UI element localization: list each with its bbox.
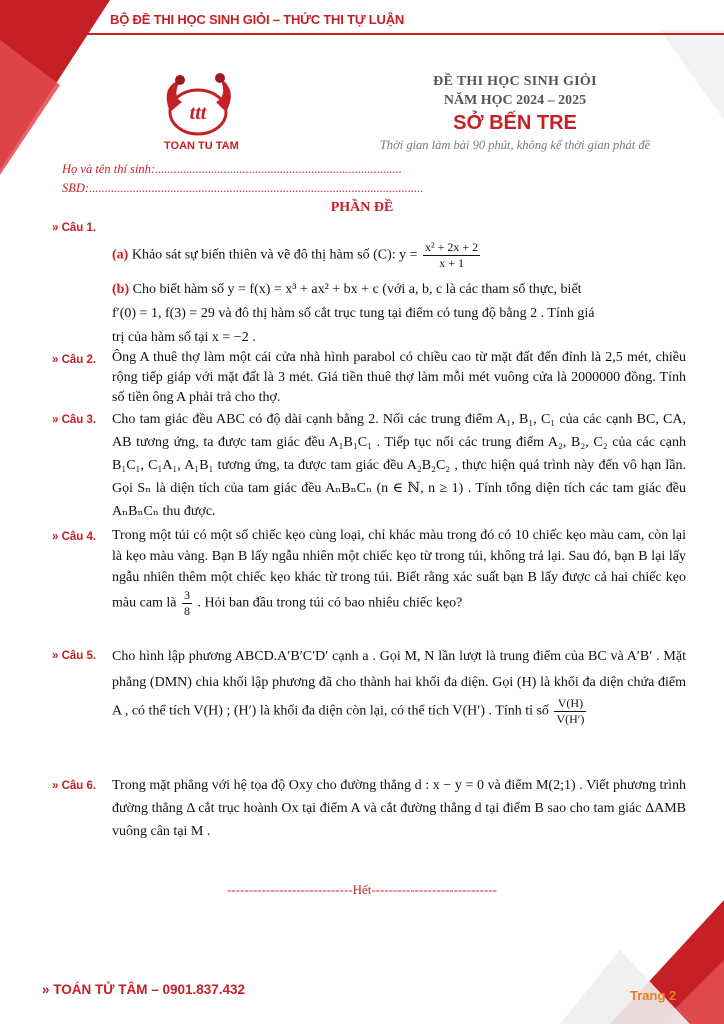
question-3-text: Cho tam giác đều ABC có độ dài cạnh bằng 2. Nối các trung điểm A₁, B₁, C₁ của các cạnh BC, CA, AB tương ứng, ta được tam giác đều A₁B₁C₁ . Tiếp tục nối các trung điểm A₂, B₂, C₂ của các cạnh B₁C₁, C₁A₁, A₁B₁ tương ứng, ta được tam giác đều A₂B₂C₂ , thực hiện quá trình này đến vô hạn lần. Gọi Sₙ là diện tích của tam giác đều AₙBₙCₙ (n ∈ ℕ, n ≥ 1) . Tính tổng diện tích các tam giác đều AₙBₙCₙ thu được. xyxy=(112,412,686,519)
q1-b-text1: Cho biết hàm số y = f(x) = x³ + ax² + bx + c (với a, b, c là các tham số thực, biết xyxy=(132,282,582,297)
q1-a-numerator: x² + 2x + 2 xyxy=(425,240,479,254)
page-number: Trang 2 xyxy=(630,988,677,1003)
exam-heading xyxy=(330,74,700,153)
candidate-name-line: Họ và tên thí sinh:............................................................................... xyxy=(62,162,402,176)
svg-text:ttt: ttt xyxy=(189,102,207,124)
question-1-label: » Câu 1. xyxy=(52,222,97,234)
question-6-text: Trong mặt phẳng với hệ tọa độ Oxy cho đường thẳng d : x − y = 0 và điểm M(2;1) . Viết phương trình đường thẳng Δ cắt trục hoành Ox tại điểm A và cắt đường thẳng d tại điểm B sao cho tam giác ΔAMB vuông cân tại M . xyxy=(112,778,686,839)
logo-text: TOAN TU TAM xyxy=(164,140,239,152)
q5-denominator: V(H′) xyxy=(556,712,585,726)
question-5-label: » Câu 5. xyxy=(52,650,97,662)
logo-mark-icon xyxy=(150,72,250,142)
question-5-text xyxy=(112,644,686,727)
logo xyxy=(150,72,250,154)
q4-numerator: 3 xyxy=(184,588,191,602)
header-divider xyxy=(0,33,724,35)
question-4-text xyxy=(112,525,686,619)
q4-fraction xyxy=(182,588,192,619)
exam-department: SỞ BẾN TRE xyxy=(453,112,577,134)
q4-text1: Trong một túi có một số chiếc kẹo cùng loại, chỉ khác màu trong đó có 10 chiếc kẹo màu cam, còn lại là kẹo màu vàng. Bạn B lấy ngẫu nhiên một chiếc kẹo từ trong túi, không trả lại. Sau đó, bạn B lại lấy ngẫu nhiên thêm một chiếc kẹo khác từ trong túi. Biết rằng xác xyxy=(112,528,686,585)
q5-text2a: V(H′) . Tính tỉ số xyxy=(452,703,549,719)
question-1-part-a xyxy=(112,240,686,271)
q4-text2a: suất bạn B lấy được cả hai chiếc kẹo màu cam là xyxy=(112,570,686,611)
footer-brand: » TOÁN TỬ TÂM – 0901.837.432 xyxy=(42,982,246,997)
q1-a-fraction xyxy=(423,240,480,271)
q1-b-text2: f′(0) = 1, f(3) = 29 và đô thị hàm số cắt trục tung tại điểm có tung độ bằng 2 . Tính giá xyxy=(112,306,595,321)
question-1-part-b xyxy=(112,278,686,350)
header-title: BỘ ĐỀ THI HỌC SINH GIỎI – THỨC THI TỰ LUẬN xyxy=(110,12,405,27)
q4-denominator: 8 xyxy=(184,604,191,618)
q1-a-denominator: x + 1 xyxy=(439,256,464,270)
q1-b-tag: (b) xyxy=(112,282,130,297)
q1-b-text3: trị của hàm số tại x = −2 . xyxy=(112,330,256,345)
exam-title-line1: ĐỀ THI HỌC SINH GIỎI xyxy=(433,74,597,89)
candidate-sbd-line: SBD:........................................................................................................... xyxy=(62,181,424,195)
question-3-label: » Câu 3. xyxy=(52,414,97,426)
q5-numerator: V(H) xyxy=(554,696,586,712)
question-2-text: Ông A thuê thợ làm một cái cửa nhà hình parabol có chiều cao từ mặt đất đến đỉnh là 2,5 mét, chiều rộng tiếp giáp với mặt đất là 3 mét. Giá tiền thuê thợ làm mỗi mét vuông cửa là 2000000 đồng. Tính số tiền ông A phải trả cho thợ. xyxy=(112,350,686,405)
q4-text2b: . Hỏi ban đầu trong túi có bao nhiêu xyxy=(197,595,400,611)
q4-text3: chiếc kẹo? xyxy=(402,595,463,611)
q1-a-text: Khảo sát sự biến thiên và vẽ đô thị hàm số (C): y = xyxy=(131,247,418,263)
exam-time-note: Thời gian làm bài 90 phút, không kể thời gian phát đề xyxy=(379,138,651,152)
q1-a-tag: (a) xyxy=(112,247,129,263)
end-marker: -----------------------------Hết----------------------------- xyxy=(227,882,497,897)
exam-title-line2: NĂM HỌC 2024 – 2025 xyxy=(443,93,587,108)
question-4-label: » Câu 4. xyxy=(52,531,97,543)
q5-text1: Cho hình lập phương ABCD.A′B′C′D′ cạnh a . Gọi M, N lần lượt là trung điểm của BC và A′B′ . Mặt phẳng (DMN) chia khối lập phương đã cho thành hai khối đa diện. Gọi (H) là khối đa diện chứa điểm A , có thể tích V(H) ; (H′) là khối đa diện còn lại, có thể tích xyxy=(112,649,686,719)
question-2-label: » Câu 2. xyxy=(52,354,97,366)
section-title: PHẦN ĐỀ xyxy=(330,200,394,215)
q5-fraction xyxy=(554,696,586,727)
question-6-label: » Câu 6. xyxy=(52,780,97,792)
